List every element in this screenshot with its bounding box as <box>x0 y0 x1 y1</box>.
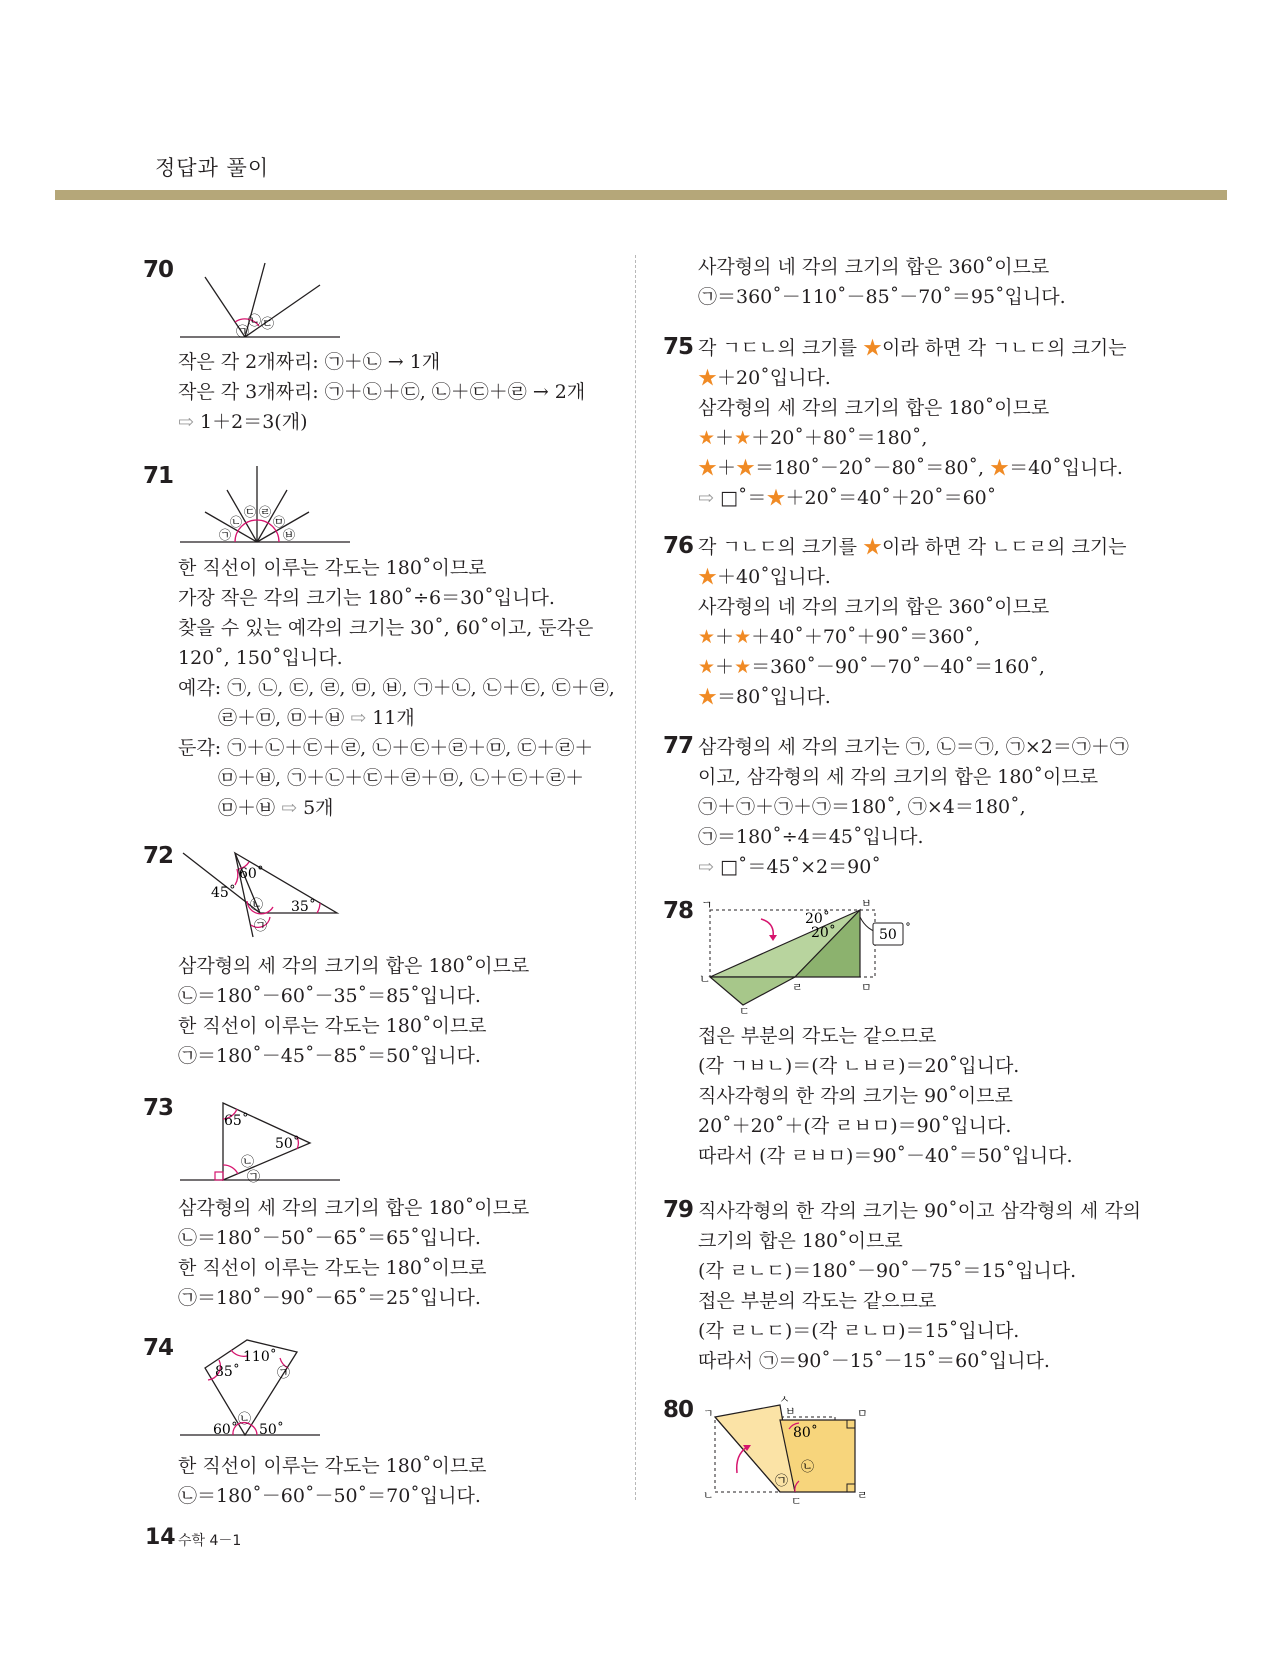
solution-line: ★＋★＝180˚－20˚－80˚＝80˚, ★＝40˚입니다. <box>698 457 1123 479</box>
solution-line: ㉠＋㉠＋㉠＋㉠＝180˚, ㉠×4＝180˚, <box>698 796 1026 818</box>
figure-label: ㉡ <box>250 898 264 913</box>
figure-label: ㉢ <box>261 317 275 332</box>
figure-label: 65˚ <box>224 1113 249 1129</box>
figure-73 <box>175 1095 350 1185</box>
solution-line: 직사각형의 한 각의 크기는 90˚이므로 <box>698 1085 1013 1107</box>
figure-label: ㉠ <box>219 528 232 542</box>
solution-line: 한 직선이 이루는 각도는 180˚이므로 <box>178 1257 487 1279</box>
figure-label: ㉡ <box>801 1460 815 1475</box>
solution-line: ⇨ □˚＝45˚×2＝90˚ <box>698 856 881 878</box>
figure-label: 85˚ <box>215 1364 240 1380</box>
figure-label: 60˚ <box>239 866 264 882</box>
figure-label: 50 <box>879 927 897 943</box>
figure-label: 50˚ <box>259 1422 284 1438</box>
solution-line: ㉠＝180˚－45˚－85˚＝50˚입니다. <box>178 1045 481 1067</box>
figure-label: ㅅ <box>779 1395 790 1406</box>
figure-label: 20˚ <box>805 911 830 927</box>
star-icon: ★ <box>698 566 718 588</box>
solution-line: 작은 각 2개짜리: ㉠＋㉡ → 1개 <box>178 351 441 373</box>
figure-label: ㅂ <box>861 897 872 910</box>
solution-line: ⇨ 1＋2＝3(개) <box>178 411 308 433</box>
arrow-icon: ⇨ <box>698 856 714 878</box>
star-icon: ★ <box>698 656 716 678</box>
header-bar <box>55 190 1227 200</box>
solution-line: ★＋★＋40˚＋70˚＋90˚＝360˚, <box>698 626 981 648</box>
star-icon: ★ <box>698 457 718 479</box>
solution-line: ㉣＋㉤, ㉤＋㉥ ⇨ 11개 <box>218 707 415 729</box>
arrow-icon: ⇨ <box>698 487 714 509</box>
figure-label: 20˚ <box>811 925 836 941</box>
problem-number: 76 <box>663 533 694 559</box>
solution-line: ㉠＝360˚－110˚－85˚－70˚＝95˚입니다. <box>698 286 1066 308</box>
figure-label: ㄷ <box>739 1005 750 1015</box>
solution-line: ⇨ □˚＝★＋20˚＝40˚＋20˚＝60˚ <box>698 487 997 509</box>
solution-line: ★＝80˚입니다. <box>698 686 831 708</box>
solution-line: 접은 부분의 각도는 같으므로 <box>698 1025 937 1047</box>
figure-label: ˚ <box>905 922 911 936</box>
solution-line: 20˚＋20˚＋(각 ㄹㅂㅁ)＝90˚입니다. <box>698 1115 1012 1137</box>
solution-line: 각 ㄱㄷㄴ의 크기를 ★이라 하면 각 ㄱㄴㄷ의 크기는 <box>698 337 1127 359</box>
solution-line: 이고, 삼각형의 세 각의 크기의 합은 180˚이므로 <box>698 766 1099 788</box>
figure-label: 80˚ <box>793 1425 818 1441</box>
figure-label: ㉠ <box>247 1170 261 1185</box>
figure-label: ㉡ <box>230 515 243 529</box>
figure-label: ㉡ <box>238 1412 252 1427</box>
star-icon: ★ <box>863 337 883 359</box>
solution-line: ㉤＋㉥, ㉠＋㉡＋㉢＋㉣＋㉤, ㉡＋㉢＋㉣＋ <box>218 767 585 789</box>
problem-number: 70 <box>143 257 174 283</box>
star-icon: ★ <box>698 367 718 389</box>
figure-label: ㄷ <box>791 1495 802 1508</box>
solution-line: 따라서 (각 ㄹㅂㅁ)＝90˚－40˚＝50˚입니다. <box>698 1145 1073 1167</box>
figure-label: ㉡ <box>248 314 262 329</box>
solution-line: ㉡＝180˚－60˚－35˚＝85˚입니다. <box>178 985 481 1007</box>
figure-label: ㄴ <box>703 1489 714 1502</box>
problem-number: 80 <box>663 1397 694 1423</box>
solution-line: 크기의 합은 180˚이므로 <box>698 1230 903 1252</box>
solution-line: 작은 각 3개짜리: ㉠＋㉡＋㉢, ㉡＋㉢＋㉣ → 2개 <box>178 381 586 403</box>
figure-74 <box>175 1330 335 1440</box>
solution-line: ㉡＝180˚－50˚－65˚＝65˚입니다. <box>178 1227 481 1249</box>
solution-line: ★＋20˚입니다. <box>698 367 831 389</box>
solution-line: 가장 작은 각의 크기는 180˚÷6＝30˚입니다. <box>178 587 555 609</box>
figure-label: 35˚ <box>291 899 316 915</box>
solution-line: ★＋★＋20˚＋80˚＝180˚, <box>698 427 928 449</box>
solution-line: 삼각형의 세 각의 크기의 합은 180˚이므로 <box>178 955 530 977</box>
star-icon: ★ <box>698 427 716 449</box>
book-title: 수학 4－1 <box>178 1533 242 1549</box>
figure-label: ㉡ <box>241 1155 255 1170</box>
star-icon: ★ <box>734 427 752 449</box>
arrow-icon: ⇨ <box>350 707 367 729</box>
problem-number: 74 <box>143 1335 174 1361</box>
figure-label: 60˚ <box>213 1422 238 1438</box>
problem-number: 75 <box>663 334 694 360</box>
solution-line: ★＋★＝360˚－90˚－70˚－40˚＝160˚, <box>698 656 1045 678</box>
figure-label: 50˚ <box>275 1136 300 1152</box>
solution-line: 삼각형의 세 각의 크기의 합은 180˚이므로 <box>698 397 1050 419</box>
arrow-icon: ⇨ <box>178 411 194 433</box>
solution-line: 사각형의 네 각의 크기의 합은 360˚이므로 <box>698 596 1050 618</box>
solution-line: ㉠＝180˚÷4＝45˚입니다. <box>698 826 924 848</box>
figure-70 <box>175 255 345 345</box>
figure-label: ㉠ <box>254 919 268 934</box>
solution-line: 사각형의 네 각의 크기의 합은 360˚이므로 <box>698 256 1050 278</box>
solution-line: 직사각형의 한 각의 크기는 90˚이고 삼각형의 세 각의 <box>698 1200 1142 1222</box>
figure-label: ㉠ <box>775 1474 789 1489</box>
figure-71 <box>175 460 355 552</box>
solution-line: 삼각형의 세 각의 크기의 합은 180˚이므로 <box>178 1197 530 1219</box>
problem-number: 78 <box>663 898 694 924</box>
page-number: 14 <box>145 1525 176 1550</box>
star-icon: ★ <box>734 656 752 678</box>
solution-line: (각 ㄹㄴㄷ)＝180˚－90˚－75˚＝15˚입니다. <box>698 1260 1077 1282</box>
solution-line: ㉤＋㉥ ⇨ 5개 <box>218 797 334 819</box>
figure-80 <box>695 1395 875 1510</box>
solution-line: 120˚, 150˚입니다. <box>178 647 343 669</box>
solution-line: 둔각: ㉠＋㉡＋㉢＋㉣, ㉡＋㉢＋㉣＋㉤, ㉢＋㉣＋ <box>178 737 594 759</box>
solution-line: 한 직선이 이루는 각도는 180˚이므로 <box>178 1455 487 1477</box>
solution-line: 한 직선이 이루는 각도는 180˚이므로 <box>178 1015 487 1037</box>
arrow-icon: ⇨ <box>281 797 298 819</box>
figure-label: ㄱ <box>703 1407 714 1420</box>
figure-label: ㉠ <box>236 325 250 340</box>
solution-line: 삼각형의 세 각의 크기는 ㉠, ㉡＝㉠, ㉠×2＝㉠＋㉠ <box>698 736 1129 758</box>
problem-number: 77 <box>663 733 694 759</box>
solution-line: ★＋40˚입니다. <box>698 566 831 588</box>
figure-label: ㄱ <box>701 898 713 912</box>
figure-label: ㉤ <box>273 515 286 529</box>
solution-line: 각 ㄱㄴㄷ의 크기를 ★이라 하면 각 ㄴㄷㄹ의 크기는 <box>698 536 1127 558</box>
figure-label: ㉠ <box>277 1366 291 1381</box>
figure-label: ㅁ <box>861 981 872 994</box>
header-title: 정답과 풀이 <box>155 156 270 180</box>
figure-label: 45˚ <box>211 885 236 901</box>
star-icon: ★ <box>863 536 883 558</box>
star-icon: ★ <box>698 626 716 648</box>
solution-line: 따라서 ㉠＝90˚－15˚－15˚＝60˚입니다. <box>698 1350 1050 1372</box>
figure-label: ㉣ <box>259 505 272 519</box>
solution-line: 예각: ㉠, ㉡, ㉢, ㉣, ㉤, ㉥, ㉠＋㉡, ㉡＋㉢, ㉢＋㉣, <box>178 677 615 699</box>
figure-label: 110˚ <box>243 1349 277 1365</box>
solution-line: 접은 부분의 각도는 같으므로 <box>698 1290 937 1312</box>
solution-line: 한 직선이 이루는 각도는 180˚이므로 <box>178 557 487 579</box>
figure-label: ㉥ <box>283 528 296 542</box>
figure-label: ㄹ <box>857 1489 868 1502</box>
star-icon: ★ <box>990 457 1010 479</box>
star-icon: ★ <box>734 626 752 648</box>
star-icon: ★ <box>698 686 718 708</box>
figure-label: ㄹ <box>792 981 803 994</box>
figure-label: ㅂ <box>785 1405 796 1418</box>
figure-label: ㅁ <box>857 1407 868 1420</box>
solution-line: ㉡＝180˚－60˚－50˚＝70˚입니다. <box>178 1485 481 1507</box>
figure-label: ㄴ <box>699 972 711 986</box>
column-divider <box>635 255 636 1500</box>
star-icon: ★ <box>736 457 756 479</box>
problem-number: 71 <box>143 463 174 489</box>
problem-number: 72 <box>143 843 174 869</box>
figure-72 <box>175 845 350 945</box>
solution-line: ㉠＝180˚－90˚－65˚＝25˚입니다. <box>178 1287 481 1309</box>
solution-line: (각 ㄱㅂㄴ)＝(각 ㄴㅂㄹ)＝20˚입니다. <box>698 1055 1020 1077</box>
problem-number: 73 <box>143 1095 174 1121</box>
figure-label: ㉢ <box>244 505 257 519</box>
solution-line: 찾을 수 있는 예각의 크기는 30˚, 60˚이고, 둔각은 <box>178 617 594 639</box>
star-icon: ★ <box>766 487 786 509</box>
problem-number: 79 <box>663 1197 694 1223</box>
figure-78 <box>695 895 935 1015</box>
solution-line: (각 ㄹㄴㄷ)＝(각 ㄹㄴㅁ)＝15˚입니다. <box>698 1320 1020 1342</box>
